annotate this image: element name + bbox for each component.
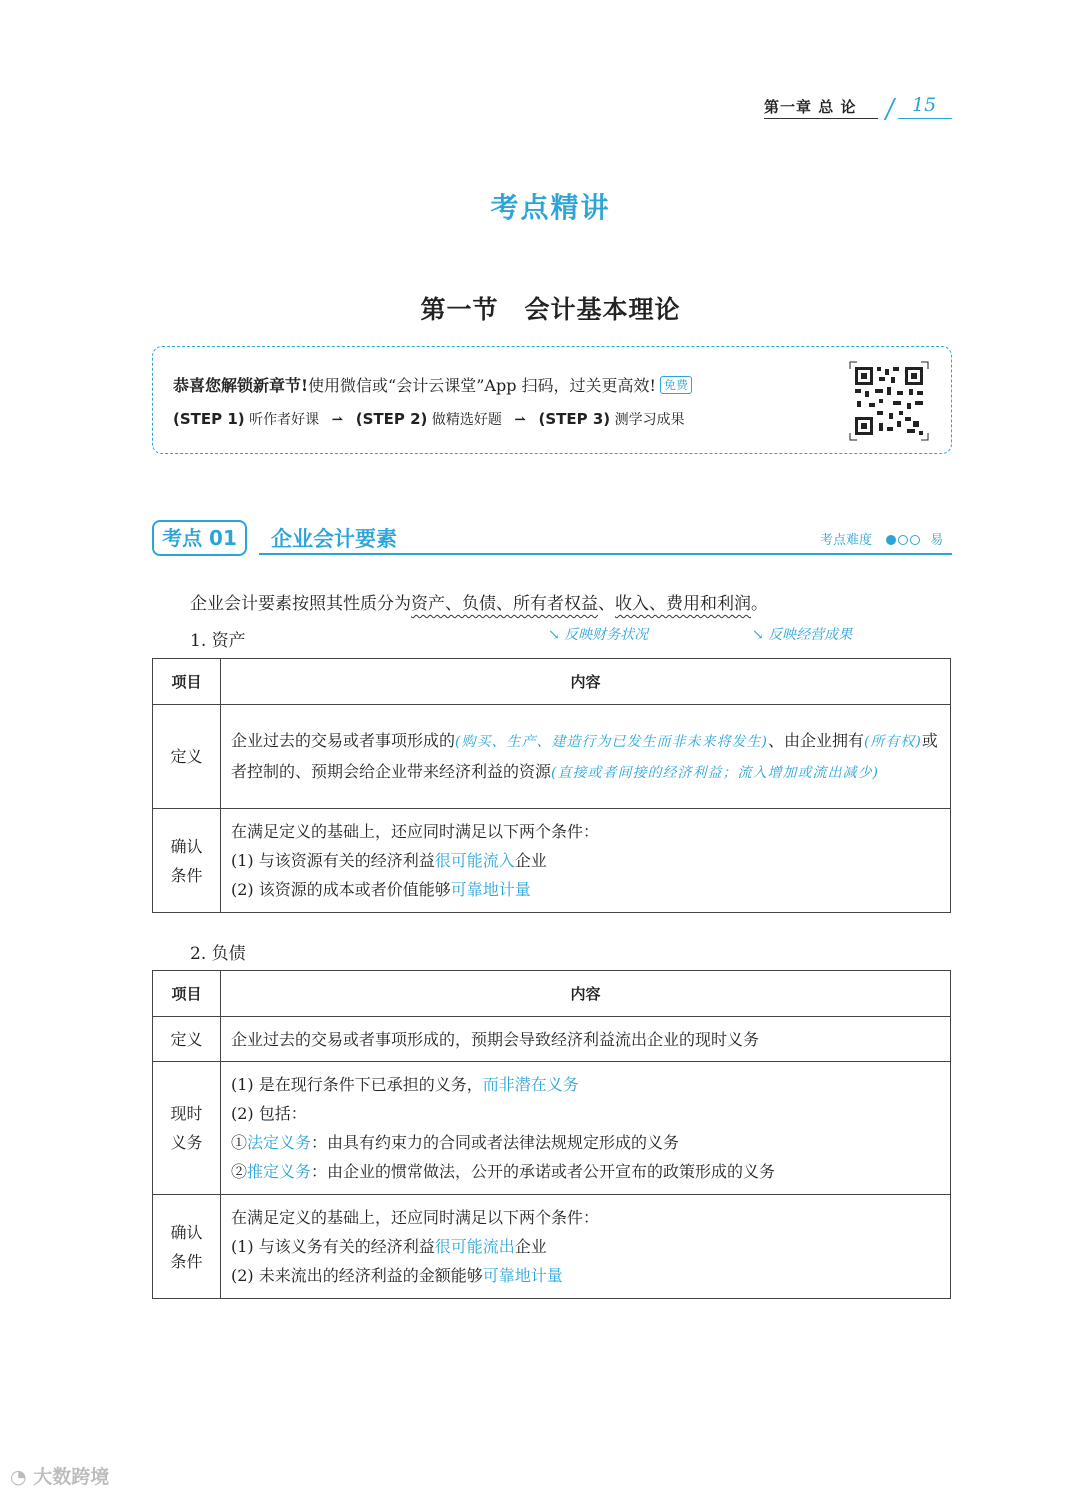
row-content-recognition [221, 809, 951, 913]
difficulty-dot-empty [898, 535, 908, 545]
row-content-recognition [221, 1195, 951, 1299]
duty-2: (2) 包括： [231, 1104, 307, 1123]
intro-prefix: 企业会计要素按照其性质分为 [190, 594, 411, 614]
highlight-span: 推定义务 [247, 1162, 312, 1181]
intro-group-operating-results: 收入、费用和利润 [615, 594, 751, 614]
table-row [153, 1195, 951, 1299]
duty-1 [231, 1070, 940, 1099]
kaodian-rule [259, 553, 952, 555]
text-span: (2) 该资源的成本或者价值能够 [231, 880, 451, 899]
step-1-label: (STEP 1) [173, 410, 245, 428]
highlight-span: 而非潜在义务 [482, 1075, 579, 1094]
row-content-definition: 企业过去的交易或者事项形成的，预期会导致经济利益流出企业的现时义务 [221, 1017, 951, 1062]
step-3-text: 测学习成果 [614, 412, 685, 428]
text-span: 、由企业拥有 [767, 730, 864, 750]
intro-separator: 、 [598, 594, 615, 614]
text-span: ：由企业的惯常做法，公开的承诺或者公开宣布的政策形成的义务 [311, 1162, 776, 1181]
footer-logo [10, 1462, 109, 1489]
liability-table [152, 970, 951, 1299]
condition-1 [231, 1232, 940, 1261]
duty-3 [231, 1128, 940, 1157]
label-text: 现时义务 [170, 1104, 203, 1152]
row-content-present-obligation [221, 1062, 951, 1195]
qr-code-icon[interactable] [849, 361, 929, 441]
kaodian-badge: 考点 01 [152, 520, 247, 556]
difficulty-label: 考点难度 [820, 533, 873, 548]
step-3-label: (STEP 3) [538, 410, 611, 428]
step-1-text: 听作者好课 [249, 412, 320, 428]
row-label-definition: 定义 [153, 705, 221, 809]
row-label-definition: 定义 [153, 1017, 221, 1062]
table-row [153, 705, 951, 809]
free-badge: 免费 [660, 376, 692, 394]
label-text: 确认条件 [170, 1222, 203, 1271]
step-2-text: 做精选好题 [431, 412, 502, 428]
note-text: 反映财务状况 [564, 627, 649, 643]
promo-box [152, 346, 952, 454]
condition-2 [231, 875, 940, 904]
label-text: 确认条件 [170, 836, 203, 885]
step-2-label: (STEP 2) [355, 410, 428, 428]
difficulty-indicator [820, 529, 943, 548]
table-row [153, 809, 951, 913]
text-span: (1) 与该义务有关的经济利益 [231, 1237, 435, 1256]
subheading-asset: 1. 资产 [190, 631, 246, 651]
text-span: (1) 与该资源有关的经济利益 [231, 851, 435, 870]
kaodian-title: 企业会计要素 [271, 527, 397, 551]
duty-4 [231, 1157, 940, 1186]
table-row [153, 1017, 951, 1062]
col-header-item: 项目 [153, 659, 221, 705]
promo-lead: 恭喜您解锁新章节! [173, 376, 309, 395]
header-rule-accent [898, 118, 952, 119]
promo-steps [173, 409, 685, 429]
highlight-span: 法定义务 [247, 1133, 312, 1152]
table-row [153, 1062, 951, 1195]
subheading-liability: 2. 负债 [190, 944, 246, 964]
annotation-span: (所有权) [863, 733, 922, 750]
annotation-span: (购买、生产、建造行为已发生而非未来将发生) [455, 733, 768, 750]
row-content-definition [221, 705, 951, 809]
page-number: 15 [912, 94, 937, 116]
highlight-span: 可靠地计量 [482, 1266, 563, 1285]
header-rule [764, 118, 878, 119]
table-header-row [153, 659, 951, 705]
margin-note-financial: ↘ 反映财务状况 [548, 627, 649, 643]
row-label-recognition [153, 1195, 221, 1299]
arrow-right-icon: ⇀ [514, 412, 527, 428]
row-label-recognition [153, 809, 221, 913]
arrow-right-icon: ⇀ [331, 412, 344, 428]
text-span: (1) 是在现行条件下已承担的义务， [231, 1075, 483, 1094]
condition-intro: 在满足定义的基础上，还应同时满足以下两个条件： [231, 1208, 600, 1227]
text-span: 企业 [514, 1237, 547, 1256]
text-span: ：由具有约束力的合同或者法律法规规定形成的义务 [311, 1133, 680, 1152]
highlight-span: 很可能流出 [434, 1237, 515, 1256]
promo-line [173, 373, 692, 396]
col-header-item: 项目 [153, 971, 221, 1017]
difficulty-dot-empty [910, 535, 920, 545]
intro-group-financial-position: 资产、负债、所有者权益 [411, 594, 598, 614]
page-title: 考点精讲 [490, 191, 611, 224]
section-title: 第一节 会计基本理论 [420, 295, 681, 324]
margin-note-operating: ↘ 反映经营成果 [752, 627, 853, 643]
difficulty-dots [884, 533, 924, 548]
chapter-header: 第一章 总 论 [764, 98, 857, 116]
promo-text: 使用微信或“会计云课堂”App 扫码，过关更高效! [308, 376, 656, 395]
difficulty-dot-filled [886, 535, 896, 545]
text-span: 企业 [514, 851, 547, 870]
text-span: (2) 未来流出的经济利益的金额能够 [231, 1266, 483, 1285]
intro-suffix: 。 [751, 594, 768, 614]
intro-paragraph [190, 589, 768, 614]
highlight-span: 可靠地计量 [450, 880, 531, 899]
text-span: ② [231, 1162, 248, 1181]
text-span: 企业过去的交易或者事项形成的 [231, 730, 456, 750]
annotation-span: (直接或者间接的经济利益；流入增加或流出减少) [551, 764, 879, 781]
text-span: ① [231, 1133, 248, 1152]
condition-intro: 在满足定义的基础上，还应同时满足以下两个条件： [231, 822, 600, 841]
col-header-content: 内容 [221, 659, 951, 705]
header-slash [884, 98, 896, 120]
row-label-present-obligation [153, 1062, 221, 1195]
table-header-row [153, 971, 951, 1017]
col-header-content: 内容 [221, 971, 951, 1017]
asset-table [152, 658, 951, 913]
text-span: 或者控制的、预期会给企业带来经济利益的资源 [231, 730, 938, 781]
note-text: 反映经营成果 [768, 627, 853, 643]
logo-icon: ◔ [10, 1466, 27, 1488]
condition-2 [231, 1261, 940, 1290]
difficulty-word: 易 [930, 533, 944, 548]
highlight-span: 很可能流入 [434, 851, 515, 870]
logo-text: 大数跨境 [33, 1466, 110, 1488]
condition-1 [231, 846, 940, 875]
